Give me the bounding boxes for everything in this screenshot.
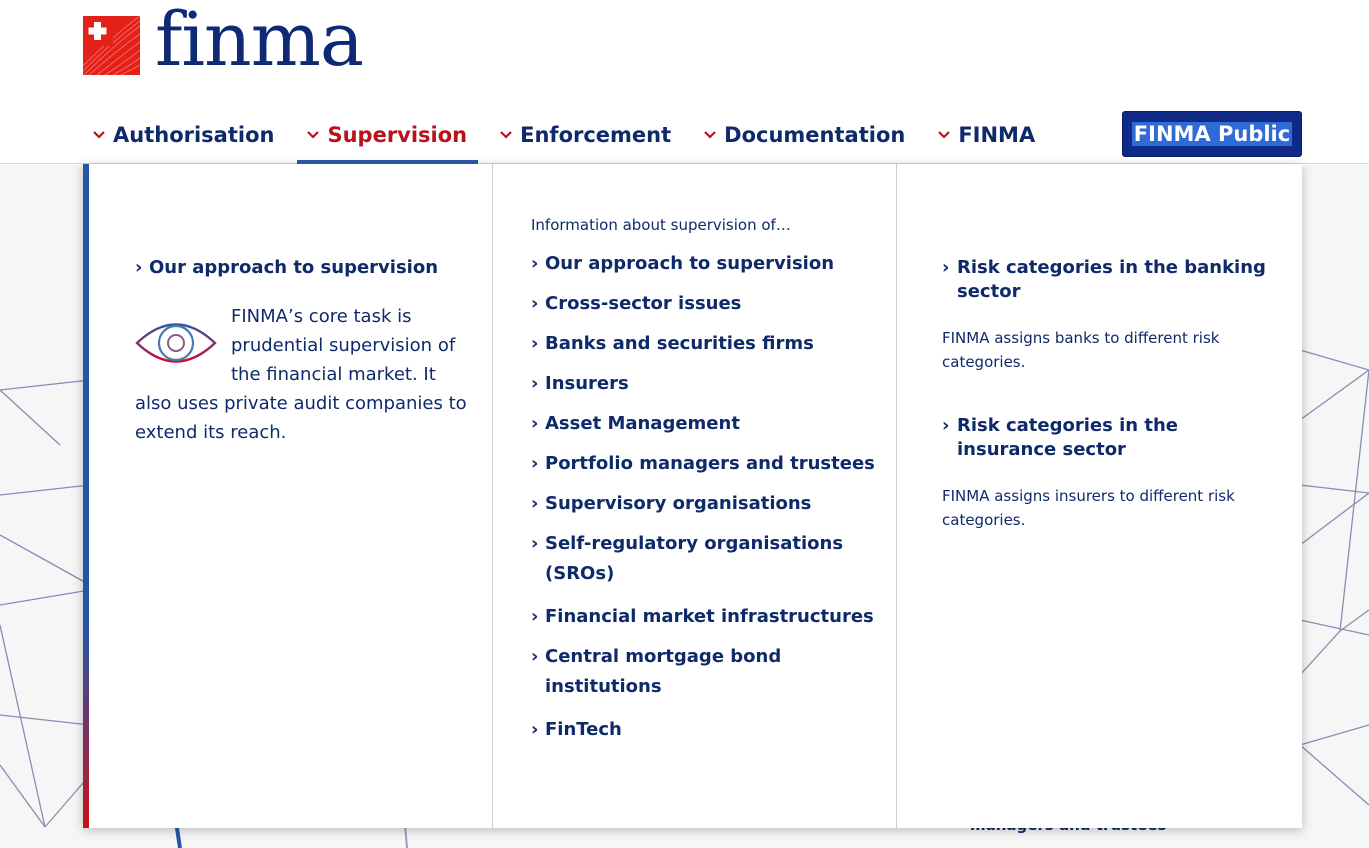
logo-wordmark: finma (155, 0, 364, 83)
sector-link[interactable] (531, 292, 876, 316)
chevron-right-icon: › (531, 606, 539, 627)
nav-item-label: Documentation (724, 123, 906, 147)
risk-insurance-link[interactable] (942, 414, 1272, 462)
sectors-label: Information about supervision of… (531, 216, 791, 234)
sector-link[interactable] (531, 452, 876, 476)
link-label: FinTech (545, 719, 622, 740)
mega-menu-column-overview (83, 164, 493, 828)
chevron-right-icon: › (531, 646, 539, 667)
sector-link[interactable] (531, 332, 876, 356)
finma-logo[interactable] (83, 0, 364, 83)
link-label: Supervisory organisations (545, 493, 812, 514)
supervision-mega-menu (83, 164, 1302, 828)
finma-public-button-label: FINMA Public (1133, 122, 1291, 146)
nav-item-finma[interactable] (928, 110, 1046, 164)
mega-menu-column-risk (897, 164, 1302, 828)
chevron-down-icon (92, 128, 106, 142)
link-label: Insurers (545, 373, 629, 394)
link-label: Cross-sector issues (545, 293, 742, 314)
link-label: Banks and securities firms (545, 333, 814, 354)
link-label: Portfolio managers and trustees (545, 453, 875, 474)
main-nav (83, 110, 1058, 164)
chevron-right-icon: › (531, 413, 539, 434)
nav-item-enforcement[interactable] (490, 110, 682, 164)
risk-block-banking (942, 256, 1272, 374)
chevron-right-icon: › (531, 293, 539, 314)
sector-link[interactable] (531, 412, 876, 436)
sector-link[interactable] (531, 605, 876, 629)
nav-item-authorisation[interactable] (83, 110, 285, 164)
link-label: Self-regulatory organisations (SROs) (545, 533, 844, 584)
chevron-right-icon: › (135, 257, 143, 278)
finma-public-button[interactable] (1122, 111, 1302, 157)
nav-item-label: Authorisation (113, 123, 275, 147)
risk-banking-desc: FINMA assigns banks to different risk categories. (942, 329, 1220, 371)
sector-link[interactable] (531, 718, 876, 742)
chevron-down-icon (703, 128, 717, 142)
risk-block-insurance (942, 414, 1272, 532)
link-label: Asset Management (545, 413, 740, 434)
link-label: Financial market infrastructures (545, 606, 874, 627)
chevron-right-icon: › (531, 373, 539, 394)
nav-item-label: Supervision (327, 123, 468, 147)
swiss-cross-logo-icon (83, 16, 140, 75)
nav-item-label: FINMA (958, 123, 1036, 147)
nav-item-documentation[interactable] (694, 110, 916, 164)
eye-icon (135, 314, 217, 372)
chevron-right-icon: › (531, 719, 539, 740)
link-label: Risk categories in the banking sector (957, 257, 1266, 302)
risk-insurance-desc: FINMA assigns insurers to different risk categories. (942, 487, 1235, 529)
nav-item-label: Enforcement (520, 123, 672, 147)
chevron-down-icon (499, 128, 513, 142)
link-label: Risk categories in the insurance sector (957, 415, 1178, 460)
sector-link[interactable] (531, 492, 876, 516)
chevron-right-icon: › (942, 415, 950, 436)
sector-link[interactable] (531, 532, 876, 589)
nav-item-supervision[interactable] (297, 110, 478, 164)
chevron-right-icon: › (942, 257, 950, 278)
risk-banking-link[interactable] (942, 256, 1272, 304)
chevron-down-icon (937, 128, 951, 142)
sector-links (531, 252, 876, 742)
sector-link[interactable] (531, 252, 876, 276)
chevron-right-icon: › (531, 453, 539, 474)
chevron-right-icon: › (531, 533, 539, 554)
overview-intro (135, 302, 472, 447)
site-header (0, 0, 1369, 164)
link-label: Central mortgage bond institutions (545, 646, 782, 697)
chevron-right-icon: › (531, 333, 539, 354)
overview-intro-text: FINMA’s core task is prudential supervision of the financial market. It also uses private audit companies to extend its reach. (135, 306, 467, 443)
sector-link[interactable] (531, 645, 876, 702)
chevron-down-icon (306, 128, 320, 142)
mega-menu-column-sectors (493, 164, 897, 828)
sector-link[interactable] (531, 372, 876, 396)
link-label: Our approach to supervision (545, 253, 835, 274)
chevron-right-icon: › (531, 493, 539, 514)
overview-approach-link[interactable] (135, 256, 472, 280)
link-label: Our approach to supervision (149, 257, 439, 278)
chevron-right-icon: › (531, 253, 539, 274)
